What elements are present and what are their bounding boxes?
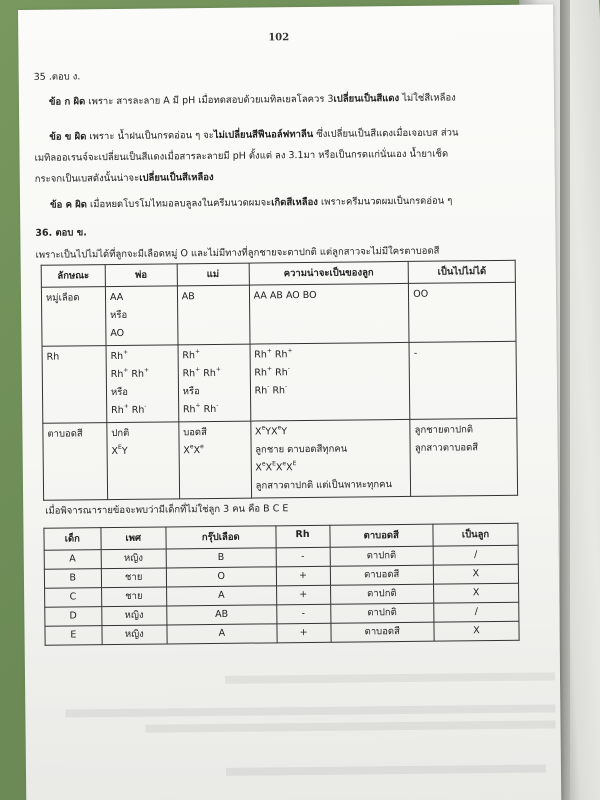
cell-father bbox=[105, 286, 177, 346]
offspring-line: ลูกชาย ตาบอดสีทุกคน bbox=[255, 443, 348, 456]
cell-child: A bbox=[44, 550, 101, 570]
cell-child: E bbox=[45, 626, 102, 646]
bleed-through bbox=[145, 720, 555, 732]
cell-child: C bbox=[45, 588, 102, 608]
cell-trait: ตาบอดสี bbox=[43, 423, 108, 501]
genetics-table bbox=[41, 260, 518, 501]
cell-blood-group: AB bbox=[167, 605, 277, 625]
father-line: AO bbox=[110, 327, 125, 340]
father-line: AA bbox=[109, 291, 124, 304]
bleed-through bbox=[65, 704, 555, 717]
cell-color-blindness: ตาบอดสี bbox=[330, 622, 434, 642]
choice-a-tail: ไม่ใช่สีเหลือง bbox=[399, 92, 456, 105]
cell-sex: หญิง bbox=[101, 625, 167, 645]
choice-c-tail: เพราะครีมนวดผมเป็นกรดอ่อน ๆ bbox=[317, 195, 453, 208]
choice-a-bold: เปลี่ยนเป็นสีแดง bbox=[333, 93, 400, 105]
mother-line: Rh+ bbox=[182, 348, 201, 362]
impossible-line: ลูกสาวตาบอดสี bbox=[414, 442, 479, 454]
table-row bbox=[45, 621, 519, 645]
cell-impossible bbox=[409, 282, 516, 342]
impossible-line: OO bbox=[413, 288, 429, 300]
cell-impossible bbox=[409, 341, 517, 419]
cell-color-blindness: ตาปกติ bbox=[330, 584, 434, 604]
cell-mother bbox=[179, 421, 252, 499]
cell-rh: + bbox=[276, 585, 330, 605]
offspring-line: Rh- Rh- bbox=[254, 383, 288, 397]
cell-mother bbox=[178, 344, 251, 422]
cell-sex: ชาย bbox=[101, 568, 167, 588]
cell-sex: หญิง bbox=[101, 549, 167, 569]
cell-is-child: X bbox=[433, 564, 518, 584]
cell-impossible bbox=[410, 418, 518, 496]
cell-is-child: X bbox=[434, 621, 519, 641]
header-rh: Rh bbox=[275, 525, 329, 548]
cell-color-blindness: ตาปกติ bbox=[330, 603, 434, 623]
daughter-genotypes: $XeX^EXeX^E$ bbox=[255, 460, 297, 474]
cell-blood-group: B bbox=[166, 548, 276, 568]
mother-line: Rh+ Rh- bbox=[182, 401, 219, 416]
header-father: พ่อ bbox=[105, 264, 177, 287]
cell-is-child: / bbox=[433, 545, 518, 565]
cell-color-blindness: ตาปกติ bbox=[330, 546, 434, 566]
cell-is-child: X bbox=[433, 583, 518, 603]
cell-blood-group: O bbox=[166, 567, 276, 587]
choice-b-tail: ซึ่งเปลี่ยนเป็นสีแดงเมื่อเจอเบส ส่วน bbox=[313, 127, 459, 140]
choice-c-label: ข้อ ค ผิด bbox=[49, 199, 88, 211]
choice-b-line3-bold: เปลี่ยนเป็นสีเหลือง bbox=[139, 171, 214, 184]
cell-blood-group: A bbox=[167, 624, 277, 644]
cell-trait: Rh bbox=[42, 346, 107, 424]
father-line: หรือ bbox=[110, 386, 129, 399]
header-is-child: เป็นลูก bbox=[433, 523, 518, 546]
header-trait: ลักษณะ bbox=[41, 265, 105, 288]
cell-rh: - bbox=[276, 604, 330, 624]
q35-choice-b bbox=[49, 127, 458, 143]
father-genotype: $X^EY$ bbox=[111, 443, 128, 458]
cell-child: B bbox=[44, 569, 101, 589]
father-line: ปกติ bbox=[111, 427, 130, 440]
mother-line: AB bbox=[181, 291, 195, 303]
cell-offspring bbox=[249, 283, 409, 344]
cell-sex: ชาย bbox=[101, 587, 167, 607]
offspring-line: AA AB AO BO bbox=[253, 289, 317, 302]
impossible-line: - bbox=[413, 347, 418, 359]
offspring-line: ลูกสาวตาปกติ แต่เป็นพาหะทุกคน bbox=[255, 479, 393, 492]
cell-rh: + bbox=[276, 623, 330, 643]
offspring-line: Rh+ Rh- bbox=[254, 365, 290, 379]
header-color-blindness: ตาบอดสี bbox=[329, 524, 433, 547]
cell-offspring bbox=[250, 342, 410, 421]
header-child: เด็ก bbox=[44, 528, 101, 551]
father-line: Rh+ Rh- bbox=[111, 402, 147, 417]
choice-b-bold: ไม่เปลี่ยนสีฟีนอล์ฟทาลีน bbox=[213, 128, 314, 141]
header-mother: แม่ bbox=[177, 263, 249, 286]
header-blood-group: กรุ๊ปเลือด bbox=[166, 526, 276, 549]
q35-choice-b-line3 bbox=[35, 172, 214, 185]
cell-mother bbox=[177, 285, 249, 345]
cell-offspring bbox=[250, 419, 410, 498]
impossible-line: ลูกชายตาปกติ bbox=[414, 424, 474, 436]
cell-child: D bbox=[45, 607, 102, 627]
header-offspring-probability: ความน่าจะเป็นของลูก bbox=[249, 261, 409, 285]
q35-choice-c bbox=[50, 195, 452, 211]
page-edge bbox=[560, 0, 570, 800]
choice-b-text: เพราะ น้ำฝนเป็นกรดอ่อน ๆ จะ bbox=[86, 129, 214, 143]
header-impossible: เป็นไปไม่ได้ bbox=[408, 260, 515, 283]
table-row-rh bbox=[42, 341, 517, 423]
document-page bbox=[18, 4, 561, 800]
father-line: Rh+ Rh+ bbox=[110, 366, 150, 381]
bleed-through bbox=[225, 672, 555, 683]
mother-line: หรือ bbox=[182, 386, 200, 398]
mother-line: Rh+ Rh+ bbox=[182, 365, 221, 380]
cell-rh: - bbox=[276, 547, 330, 567]
mother-line: บอดสี bbox=[183, 427, 207, 439]
choice-c-text: เมื่อหยดโบรโมไทมอลบลูลงในครีมนวดผมจะ bbox=[86, 197, 272, 211]
cell-father bbox=[107, 422, 180, 500]
bleed-through bbox=[226, 765, 546, 776]
q35-choice-a bbox=[49, 92, 456, 108]
cell-blood-group: A bbox=[167, 586, 277, 606]
offspring-line: Rh+ Rh+ bbox=[254, 347, 293, 361]
cell-rh: + bbox=[276, 566, 330, 586]
q36-reason: เพราะเป็นไปไม่ได้ที่ลูกจะมีเลือดหมู่ O และไม่มีทางที่ลูกชายจะตาปกติ แต่ลูกสาวจะไม่มีใครตาบอดสี bbox=[35, 245, 440, 261]
cell-sex: หญิง bbox=[101, 606, 167, 626]
q36-heading: 36. ตอบ ข. bbox=[35, 227, 87, 239]
page-number: 102 bbox=[268, 32, 290, 44]
q35-heading: 35 .ตอบ ง. bbox=[33, 71, 81, 83]
cell-father bbox=[106, 345, 179, 423]
table-row-color-blindness bbox=[43, 418, 518, 500]
father-line: หรือ bbox=[110, 309, 128, 322]
cell-is-child: / bbox=[434, 602, 519, 622]
q36-conclusion: เมื่อพิจารณารายข้อจะพบว่ามีเด็กที่ไม่ใช่ลูก 3 คน คือ B C E bbox=[45, 503, 289, 517]
son-genotypes: $XeYX^eY$ bbox=[254, 424, 288, 438]
choice-b-line3-text: กระจกเป็นเบสดังนั้นน่าจะ bbox=[34, 172, 140, 185]
choice-a-label: ข้อ ก ผิด bbox=[48, 96, 86, 108]
header-sex: เพศ bbox=[100, 527, 166, 550]
choice-a-text: เพราะ สารละลาย A มี pH เมื่อทดสอบด้วยเมทิลเยลโลควร 3 bbox=[85, 93, 334, 108]
cell-trait: หมู่เลือด bbox=[41, 287, 106, 347]
children-table bbox=[43, 523, 519, 646]
table-row-blood-group bbox=[41, 282, 516, 346]
cell-color-blindness: ตาบอดสี bbox=[330, 565, 434, 585]
choice-b-label: ข้อ ข ผิด bbox=[49, 131, 87, 143]
father-line: Rh+ bbox=[110, 348, 129, 363]
mother-genotype: XeXe bbox=[183, 443, 204, 457]
choice-c-bold: เกิดสีเหลือง bbox=[271, 196, 318, 209]
q35-choice-b-line2: เมทิลออเรนจ์จะเปลี่ยนเป็นสีแดงเมื่อสารละลายมี pH ตั้งแต่ ลง 3.1มา หรือเป็นกรดแก่นั่นเอง น้ำยาเช็ด bbox=[34, 148, 449, 164]
